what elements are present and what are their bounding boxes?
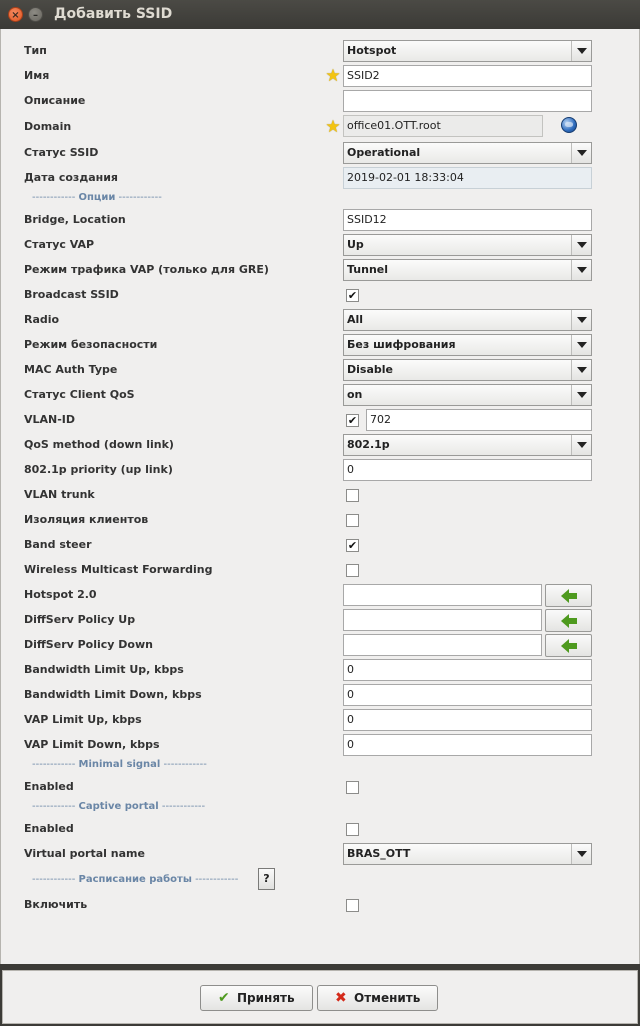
minimal-signal-separator: [32, 758, 207, 772]
bw-down-input[interactable]: 0: [343, 684, 592, 706]
globe-icon[interactable]: [561, 117, 577, 133]
priority-up-label: 802.1p priority (up link): [24, 463, 173, 476]
separator-left: ------------: [32, 801, 76, 812]
type-select[interactable]: [343, 40, 592, 62]
options-separator: [32, 191, 162, 205]
virtual-portal-select[interactable]: [343, 843, 592, 865]
qos-method-select[interactable]: [343, 434, 592, 456]
wireless-multicast-label: Wireless Multicast Forwarding: [24, 563, 213, 576]
radio-label: Radio: [24, 313, 60, 326]
window-title: Добавить SSID: [54, 6, 173, 22]
check-icon: ✔: [218, 990, 230, 1006]
created-label: Дата создания: [24, 171, 118, 184]
description-label: Описание: [24, 94, 86, 107]
security-mode-select[interactable]: [343, 334, 592, 356]
separator-right: ------------: [163, 759, 207, 770]
created-field: 2019-02-01 18:33:04: [343, 167, 592, 189]
diffserv-up-select-button[interactable]: [545, 609, 592, 632]
cancel-button[interactable]: [317, 985, 438, 1011]
domain-field: office01.OTT.root: [343, 115, 543, 137]
star-icon: ★: [325, 66, 341, 86]
schedule-separator: [32, 873, 238, 887]
client-qos-status-select[interactable]: [343, 384, 592, 406]
options-section-title: Опции: [78, 192, 116, 203]
vap-down-input[interactable]: 0: [343, 734, 592, 756]
mac-auth-type-select[interactable]: [343, 359, 592, 381]
hotspot20-select-button[interactable]: [545, 584, 592, 607]
hotspot20-label: Hotspot 2.0: [24, 588, 97, 601]
mac-auth-type-label: MAC Auth Type: [24, 363, 118, 376]
virtual-portal-value: BRAS_OTT: [347, 847, 411, 860]
vap-up-input[interactable]: 0: [343, 709, 592, 731]
bw-up-input[interactable]: 0: [343, 659, 592, 681]
diffserv-down-input[interactable]: [343, 634, 542, 656]
radio-select[interactable]: [343, 309, 592, 331]
hotspot20-input[interactable]: [343, 584, 542, 606]
vap-down-label: VAP Limit Down, kbps: [24, 738, 160, 751]
captive-portal-section-title: Captive portal: [78, 801, 159, 812]
schedule-section-title: Расписание работы: [78, 874, 192, 885]
vlan-id-checkbox[interactable]: ✔: [347, 414, 358, 427]
close-window-button[interactable]: ×: [8, 7, 23, 22]
diffserv-up-label: DiffServ Policy Up: [24, 613, 136, 626]
schedule-enable-label: Включить: [24, 898, 88, 911]
vlan-id-input[interactable]: 702: [366, 409, 592, 431]
vap-status-label: Статус VAP: [24, 238, 95, 251]
accept-button-label: Принять: [237, 991, 295, 1005]
minimal-signal-section-title: Minimal signal: [78, 759, 161, 770]
broadcast-ssid-label: Broadcast SSID: [24, 288, 119, 301]
band-steer-label: Band steer: [24, 538, 92, 551]
vlan-trunk-checkbox[interactable]: [346, 489, 359, 502]
bridge-location-label: Bridge, Location: [24, 213, 126, 226]
ssid-status-select[interactable]: [343, 142, 592, 164]
domain-label: Domain: [24, 120, 72, 133]
diffserv-up-input[interactable]: [343, 609, 542, 631]
vap-up-label: VAP Limit Up, kbps: [24, 713, 142, 726]
captive-portal-enabled-label: Enabled: [24, 822, 74, 835]
chevron-down-icon[interactable]: [571, 385, 591, 405]
diffserv-down-select-button[interactable]: [545, 634, 592, 657]
type-label: Тип: [24, 44, 47, 57]
title-bar: [0, 0, 640, 29]
accept-button[interactable]: [200, 985, 313, 1011]
client-isolation-label: Изоляция клиентов: [24, 513, 149, 526]
bw-up-label: Bandwidth Limit Up, kbps: [24, 663, 184, 676]
vap-traffic-mode-select[interactable]: [343, 259, 592, 281]
minimize-window-button[interactable]: –: [28, 7, 43, 22]
ssid-status-label: Статус SSID: [24, 146, 99, 159]
broadcast-ssid-checkbox[interactable]: ✔: [347, 289, 358, 302]
separator-right: ------------: [195, 874, 239, 885]
chevron-down-icon[interactable]: [571, 235, 591, 255]
chevron-down-icon[interactable]: [571, 335, 591, 355]
client-qos-status-value: on: [347, 388, 363, 401]
vap-status-value: Up: [347, 238, 364, 251]
vap-traffic-mode-value: Tunnel: [347, 263, 389, 276]
wireless-multicast-checkbox[interactable]: [346, 564, 359, 577]
captive-portal-separator: [32, 800, 205, 814]
vlan-trunk-label: VLAN trunk: [24, 488, 95, 501]
client-isolation-checkbox[interactable]: [346, 514, 359, 527]
schedule-enable-checkbox[interactable]: [346, 899, 359, 912]
chevron-down-icon[interactable]: [571, 143, 591, 163]
bridge-location-input[interactable]: SSID12: [343, 209, 592, 231]
chevron-down-icon[interactable]: [571, 435, 591, 455]
diffserv-down-label: DiffServ Policy Down: [24, 638, 153, 651]
vap-status-select[interactable]: [343, 234, 592, 256]
security-mode-value: Без шифрования: [347, 338, 456, 351]
schedule-help-button[interactable]: ?: [258, 868, 275, 890]
separator-left: ------------: [32, 759, 76, 770]
chevron-down-icon[interactable]: [571, 844, 591, 864]
type-value: Hotspot: [347, 44, 397, 57]
chevron-down-icon[interactable]: [571, 310, 591, 330]
mac-auth-type-value: Disable: [347, 363, 393, 376]
description-input[interactable]: [343, 90, 592, 112]
minimal-signal-enabled-label: Enabled: [24, 780, 74, 793]
separator-right: ------------: [118, 192, 162, 203]
client-qos-status-label: Статус Client QoS: [24, 388, 135, 401]
virtual-portal-label: Virtual portal name: [24, 847, 145, 860]
chevron-down-icon[interactable]: [571, 41, 591, 61]
priority-up-input[interactable]: 0: [343, 459, 592, 481]
cancel-button-label: Отменить: [354, 991, 421, 1005]
name-label: Имя: [24, 69, 50, 82]
separator-left: ------------: [32, 192, 76, 203]
separator-left: ------------: [32, 874, 76, 885]
qos-method-label: QoS method (down link): [24, 438, 174, 451]
bw-down-label: Bandwidth Limit Down, kbps: [24, 688, 202, 701]
vlan-id-label: VLAN-ID: [24, 413, 76, 426]
radio-value: All: [347, 313, 364, 326]
band-steer-checkbox[interactable]: ✔: [347, 539, 358, 552]
name-input[interactable]: SSID2: [343, 65, 592, 87]
qos-method-value: 802.1p: [347, 438, 390, 451]
separator-right: ------------: [161, 801, 206, 812]
chevron-down-icon[interactable]: [571, 260, 591, 280]
cross-icon: ✖: [335, 990, 347, 1006]
chevron-down-icon[interactable]: [571, 360, 591, 380]
vap-traffic-mode-label: Режим трафика VAP (только для GRE): [24, 263, 269, 276]
star-icon: ★: [325, 117, 341, 137]
captive-portal-enabled-checkbox[interactable]: [346, 823, 359, 836]
ssid-status-value: Operational: [347, 146, 421, 159]
minimal-signal-enabled-checkbox[interactable]: [346, 781, 359, 794]
security-mode-label: Режим безопасности: [24, 338, 158, 351]
